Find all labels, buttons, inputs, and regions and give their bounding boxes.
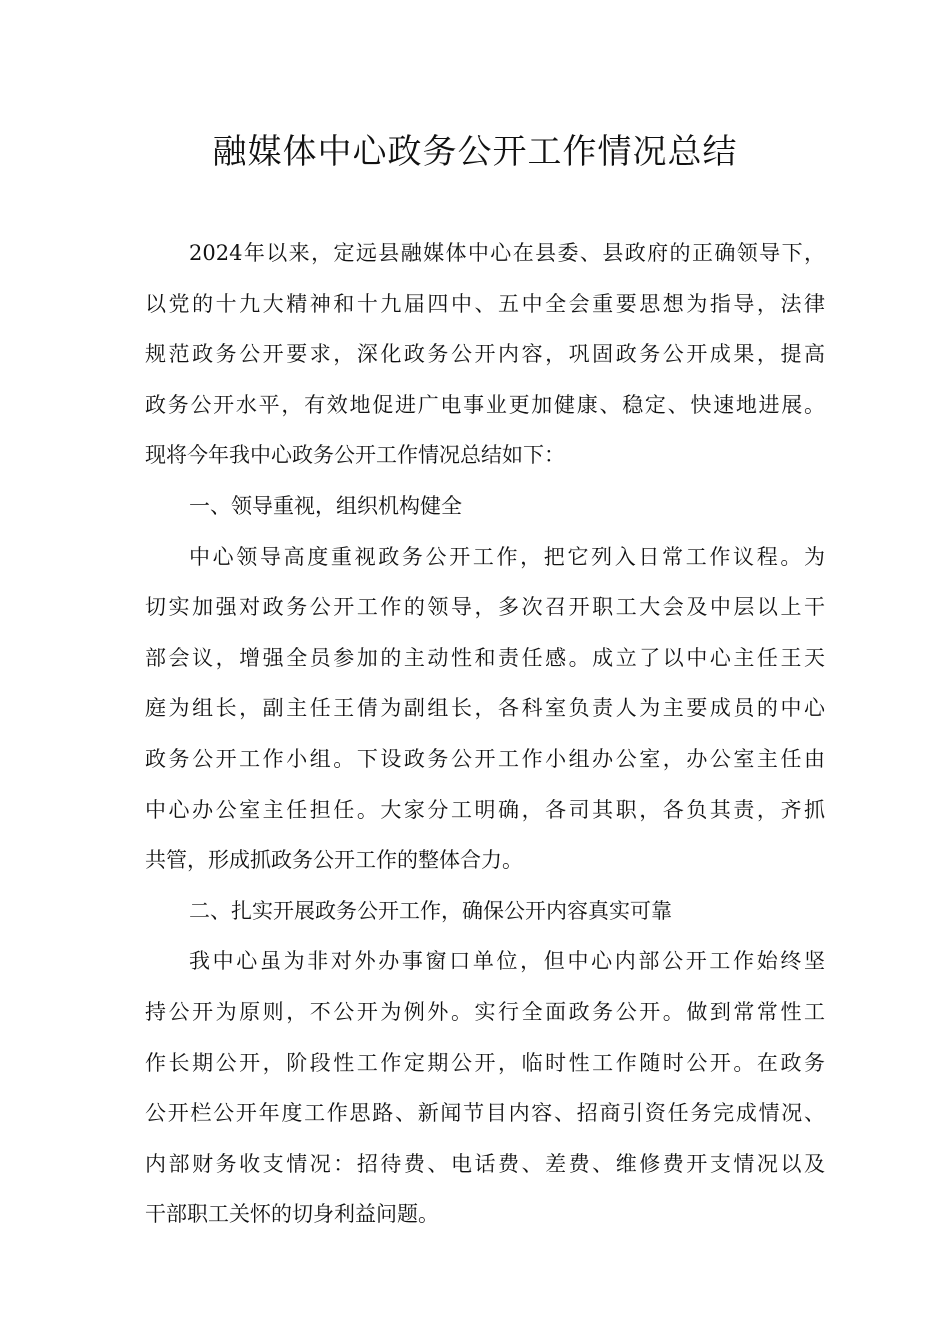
- paragraph-line: 我中心虽为非对外办事窗口单位，但中心内部公开工作始终坚: [189, 949, 825, 974]
- paragraph-line: 共管，形成抓政务公开工作的整体合力。: [145, 848, 523, 873]
- paragraph-line: 作长期公开，阶段性工作定期公开，临时性工作随时公开。在政务: [145, 1050, 825, 1075]
- paragraph-line: 公开栏公开年度工作思路、新闻节目内容、招商引资任务完成情况、: [145, 1101, 825, 1126]
- paragraph-line: 政务公开水平，有效地促进广电事业更加健康、稳定、快速地进展。: [145, 392, 825, 417]
- paragraph-line: 持公开为原则，不公开为例外。实行全面政务公开。做到常常性工: [145, 999, 825, 1024]
- paragraph-line: 庭为组长，副主任王倩为副组长，各科室负责人为主要成员的中心: [145, 696, 825, 721]
- paragraph-line: 规范政务公开要求，深化政务公开内容，巩固政务公开成果，提高: [145, 342, 825, 367]
- paragraph-line: 中心领导高度重视政务公开工作，把它列入日常工作议程。为: [189, 544, 825, 569]
- paragraph-line: 以党的十九大精神和十九届四中、五中全会重要思想为指导，法律: [145, 291, 825, 316]
- document-body: [145, 228, 825, 1240]
- document-title: 融媒体中心政务公开工作情况总结: [212, 132, 738, 172]
- section-heading: 二、扎实开展政务公开工作，确保公开内容真实可靠: [189, 898, 672, 923]
- paragraph-line: 中心办公室主任担任。大家分工明确，各司其职，各负其责，齐抓: [145, 797, 825, 822]
- paragraph-line: 部会议，增强全员参加的主动性和责任感。成立了以中心主任王天: [145, 645, 825, 670]
- paragraph-line: 现将今年我中心政务公开工作情况总结如下：: [145, 443, 565, 468]
- paragraph-line: 切实加强对政务公开工作的领导，多次召开职工大会及中层以上干: [145, 595, 825, 620]
- paragraph-line: 政务公开工作小组。下设政务公开工作小组办公室，办公室主任由: [145, 746, 825, 771]
- paragraph-line: 2024年以来，定远县融媒体中心在县委、县政府的正确领导下，: [189, 241, 825, 265]
- paragraph-line: 干部职工关怀的切身利益问题。: [145, 1202, 439, 1227]
- section-heading: 一、领导重视，组织机构健全: [189, 493, 462, 518]
- paragraph-line: 内部财务收支情况：招待费、电话费、差费、维修费开支情况以及: [145, 1151, 825, 1176]
